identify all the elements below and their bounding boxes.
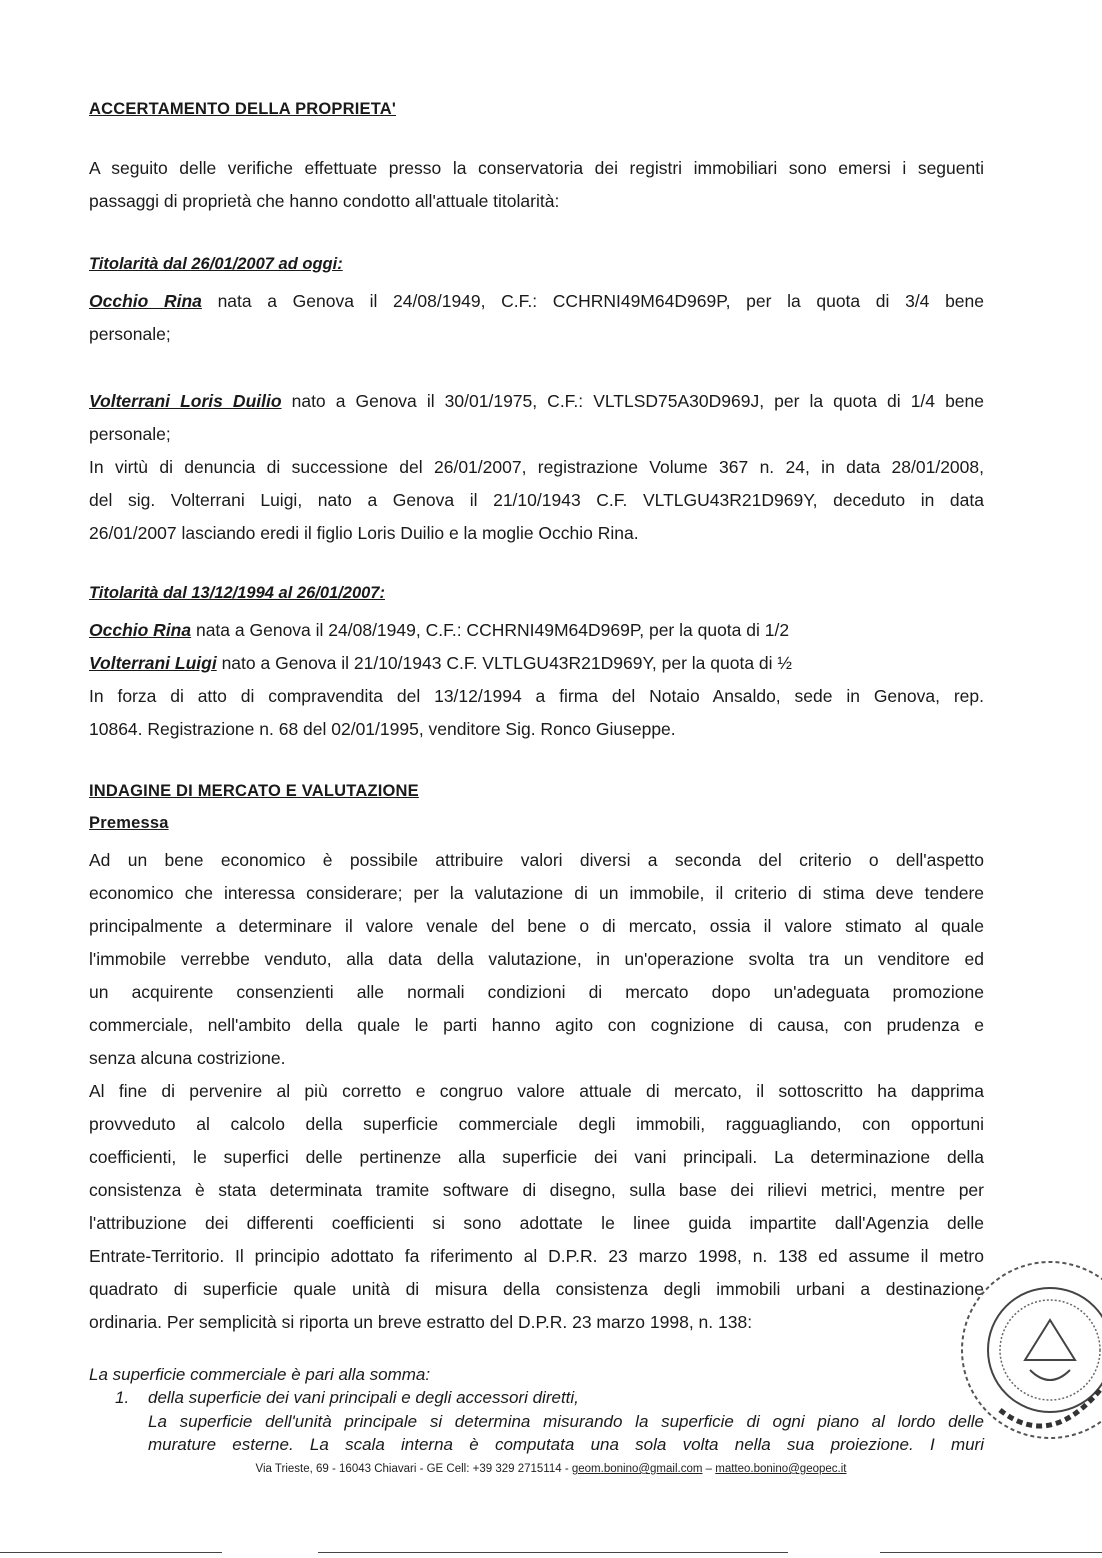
premessa-line-2: economico che interessa considerare; per la valutazione di un immobile, il criterio di stima deve tendere <box>89 883 984 903</box>
premessa-line-4: l'immobile verrebbe venduto, alla data della valutazione, in un'operazione svolta tra un venditore ed <box>89 949 984 969</box>
intro-line-1: A seguito delle verifiche effettuate presso la conservatoria dei registri immobiliari sono emersi i seguenti <box>89 158 984 178</box>
period2-owner2 <box>89 647 984 680</box>
period2-note-line1: In forza di atto di compravendita del 13/12/1994 a firma del Notaio Ansaldo, sede in Genova, rep. <box>89 686 984 706</box>
method-line-7: quadrato di superficie quale unità di misura della consistenza degli immobili urbani a destinazione <box>89 1279 984 1299</box>
quote-intro: La superficie commerciale è pari alla somma: <box>89 1365 431 1384</box>
bottom-rule-right <box>880 1552 1102 1553</box>
method-line-2: provveduto al calcolo della superficie commerciale degli immobili, ragguagliando, con opportuni <box>89 1114 984 1134</box>
footer-separator: – <box>702 1463 716 1475</box>
owner-details: nata a Genova il 24/08/1949, C.F.: CCHRNI49M64D969P, per la quota di 3/4 bene <box>201 291 985 311</box>
period1-note-line1: In virtù di denuncia di successione del 26/01/2007, registrazione Volume 367 n. 24, in data 28/01/2008, <box>89 457 984 477</box>
owner-name: Volterrani Loris Duilio <box>89 391 282 411</box>
owner-name: Occhio Rina <box>89 620 192 640</box>
section-heading-ownership: ACCERTAMENTO DELLA PROPRIETA' <box>89 100 397 118</box>
period2-note-line2: 10864. Registrazione n. 68 del 02/01/1995, venditore Sig. Ronco Giuseppe. <box>89 719 676 739</box>
footer-address: Via Trieste, 69 - 16043 Chiavari - GE Cell: +39 329 2715114 - <box>255 1463 572 1475</box>
method-line-1: Al fine di pervenire al più corretto e congruo valore attuale di mercato, il sottoscritto ha dapprima <box>89 1081 984 1101</box>
premessa-line-1: Ad un bene economico è possibile attribuire valori diversi a seconda del criterio o dell'aspetto <box>89 850 984 870</box>
list-number: 1. <box>115 1388 130 1407</box>
premessa-line-5: un acquirente consenzienti alle normali condizioni di mercato dopo un'adeguata promozione <box>89 982 984 1002</box>
method-line-8: ordinaria. Per semplicità si riporta un breve estratto del D.P.R. 23 marzo 1998, n. 138: <box>89 1312 753 1332</box>
owner-details: nato a Genova il 30/01/1975, C.F.: VLTLSD75A30D969J, per la quota di 1/4 bene <box>281 391 985 411</box>
page-footer <box>0 1463 1102 1475</box>
period1-owner2-line2: personale; <box>89 424 171 444</box>
method-line-6: Entrate-Territorio. Il principio adottato fa riferimento al D.P.R. 23 marzo 1998, n. 138 ed assume il metro <box>89 1246 984 1266</box>
owner-details: nato a Genova il 21/10/1943 C.F. VLTLGU43R21D969Y, per la quota di ½ <box>216 653 792 673</box>
period1-owner1-line1 <box>89 285 984 318</box>
list-item: della superficie dei vani principali e degli accessori diretti, <box>148 1388 579 1407</box>
period1-owner2-line1 <box>89 385 984 418</box>
period1-note-line2: del sig. Volterrani Luigi, nato a Genova il 21/10/1943 C.F. VLTLGU43R21D969Y, deceduto in data <box>89 490 984 510</box>
period1-heading: Titolarità dal 26/01/2007 ad oggi: <box>89 255 343 273</box>
period2-owner1 <box>89 614 984 647</box>
premessa-line-3: principalmente a determinare il valore venale del bene o di mercato, ossia il valore stimato al quale <box>89 916 984 936</box>
period1-note-line3: 26/01/2007 lasciando eredi il figlio Loris Duilio e la moglie Occhio Rina. <box>89 523 639 543</box>
premessa-line-6: commerciale, nell'ambito della quale le parti hanno agito con cognizione di causa, con prudenza e <box>89 1015 984 1035</box>
bottom-rule-center <box>318 1552 788 1553</box>
bottom-rule-left <box>0 1552 222 1553</box>
period1-owner1-line2: personale; <box>89 324 171 344</box>
quote-line-1: La superficie dell'unità principale si determina misurando la superficie di ogni piano al lordo delle <box>148 1412 984 1431</box>
premessa-line-7: senza alcuna costrizione. <box>89 1048 286 1068</box>
quote-line-2: murature esterne. La scala interna è computata una sola volta nella sua proiezione. I muri <box>148 1435 984 1454</box>
subheading-premessa: Premessa <box>89 814 169 832</box>
owner-name: Occhio Rina <box>89 291 202 311</box>
method-line-3: coefficienti, le superfici delle pertinenze alla superficie dei vani principali. La determinazione della <box>89 1147 984 1167</box>
footer-email-gmail[interactable]: geom.bonino@gmail.com <box>571 1463 703 1475</box>
owner-details: nata a Genova il 24/08/1949, C.F.: CCHRNI49M64D969P, per la quota di 1/2 <box>191 620 790 640</box>
method-line-5: l'attribuzione dei differenti coefficienti si sono adottate le linee guida impartite dall'Agenzia delle <box>89 1213 984 1233</box>
period2-heading: Titolarità dal 13/12/1994 al 26/01/2007: <box>89 584 385 602</box>
footer-email-pec[interactable]: matteo.bonino@geopec.it <box>715 1463 847 1475</box>
official-seal-stamp-icon <box>930 1240 1102 1470</box>
section-heading-market: INDAGINE DI MERCATO E VALUTAZIONE <box>89 782 419 800</box>
method-line-4: consistenza è stata determinata tramite software di disegno, sulla base dei rilievi metrici, mentre per <box>89 1180 984 1200</box>
owner-name: Volterrani Luigi <box>89 653 217 673</box>
intro-line-2: passaggi di proprietà che hanno condotto all'attuale titolarità: <box>89 191 560 211</box>
